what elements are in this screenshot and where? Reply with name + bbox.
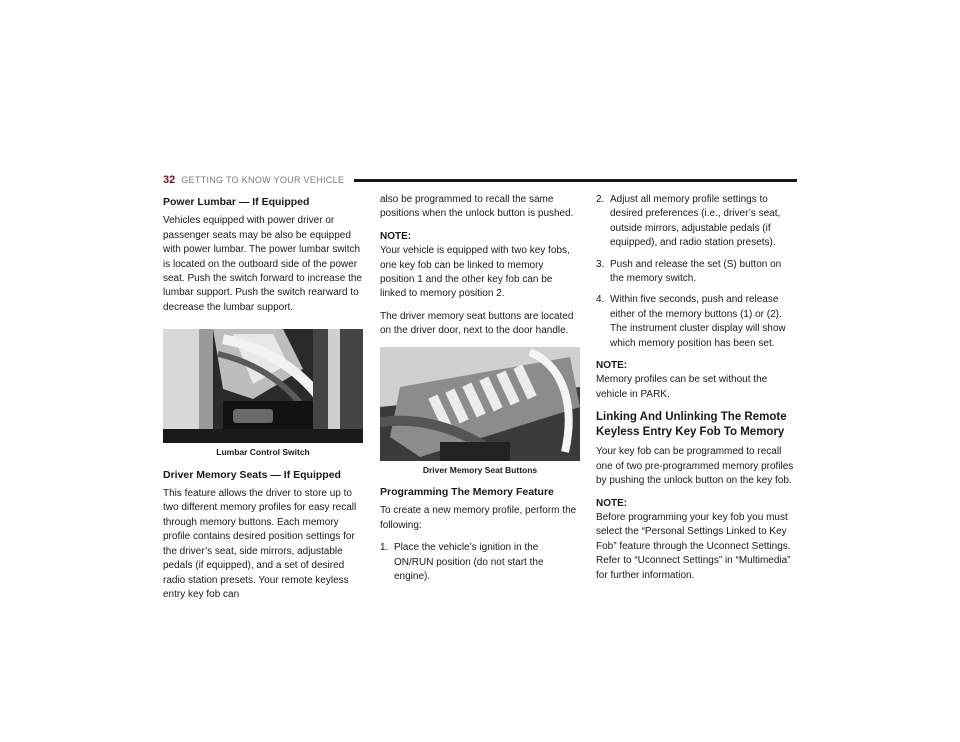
programming-steps-start (380, 541, 580, 584)
linking-heading: Linking And Unlinking The Remote Keyless Entry Key Fob To Memory (596, 411, 787, 439)
list-item (380, 541, 580, 584)
note-label: NOTE: (596, 360, 628, 372)
note-label: NOTE: (380, 230, 412, 242)
column-3 (596, 193, 796, 591)
memory-seats-text: This feature allows the driver to store up to two different memory profiles for easy recall through memory buttons. Each memory profile contains desired position settings for the driver’s seat, side mirrors, adjustable pedals (if equipped), and a set of desired radio station presets. Your remote keyless entry key fob can (163, 488, 357, 600)
programming-steps-cont (596, 193, 796, 351)
column-2 (380, 193, 580, 593)
linking-text: Your key fob can be programmed to recall one of two pre-programmed memory profiles by pushing the unlock button on the key fob. (596, 446, 794, 487)
step-number: 3. (596, 258, 605, 270)
column-1 (163, 193, 363, 610)
step-number: 4. (596, 294, 605, 306)
note-text: Before programming your key fob you must select the “Personal Settings Linked to Key Fob” feature through the Uconnect Settings. Refer to “Uconnect Settings” in “Multimedia” for further information. (596, 511, 791, 581)
power-lumbar-heading: Power Lumbar — If Equipped (163, 196, 310, 208)
step-text: Adjust all memory profile settings to desired preferences (i.e., driver’s seat, outside mirrors, adjustable pedals (if equipped), and radio station presets). (610, 194, 781, 249)
note-text: Your vehicle is equipped with two key fobs, one key fob can be linked to memory position 1 and the other key fob can be linked to memory position 2. (380, 245, 570, 300)
buttons-caption: Driver Memory Seat Buttons (422, 464, 538, 475)
continued-text: also be programmed to recall the same positions when the unlock button is pushed. (380, 194, 574, 220)
memory-buttons-photo (380, 347, 580, 461)
lumbar-caption: Lumbar Control Switch (216, 447, 310, 458)
note-label: NOTE: (596, 497, 628, 509)
step-number: 2. (596, 194, 605, 205)
lumbar-switch-photo (163, 329, 363, 443)
page-number: 32 (163, 174, 176, 186)
section-title: GETTING TO KNOW YOUR VEHICLE (181, 175, 345, 185)
programming-heading: Programming The Memory Feature (380, 486, 554, 499)
power-lumbar-text: Vehicles equipped with power driver or passenger seats may be also be equipped with power lumbar. The power lumbar switch is located on the outboard side of the power seat. Push the switch forward to increase the lumbar support. Push the switch rearward to decrease the lumbar support. (163, 215, 362, 313)
note-text: Memory profiles can be set without the vehicle in PARK. (596, 374, 768, 400)
step-text: Place the vehicle’s ignition in the ON/RUN position (do not start the engine). (394, 542, 544, 583)
header-rule (354, 179, 797, 182)
list-item (596, 293, 796, 351)
list-item (596, 258, 796, 287)
page-header (163, 172, 797, 188)
step-number: 1. (380, 542, 389, 554)
list-item (596, 193, 796, 251)
memory-seats-heading: Driver Memory Seats — If Equipped (163, 468, 341, 481)
programming-intro: To create a new memory profile, perform the following: (380, 505, 577, 531)
step-text: Within five seconds, push and release either of the memory buttons (1) or (2). The instrument cluster display will show which memory position has been set. (610, 294, 786, 349)
step-text: Push and release the set (S) button on the memory switch. (610, 258, 782, 285)
buttons-location-text: The driver memory seat buttons are located on the driver door, next to the door handle. (380, 310, 574, 337)
